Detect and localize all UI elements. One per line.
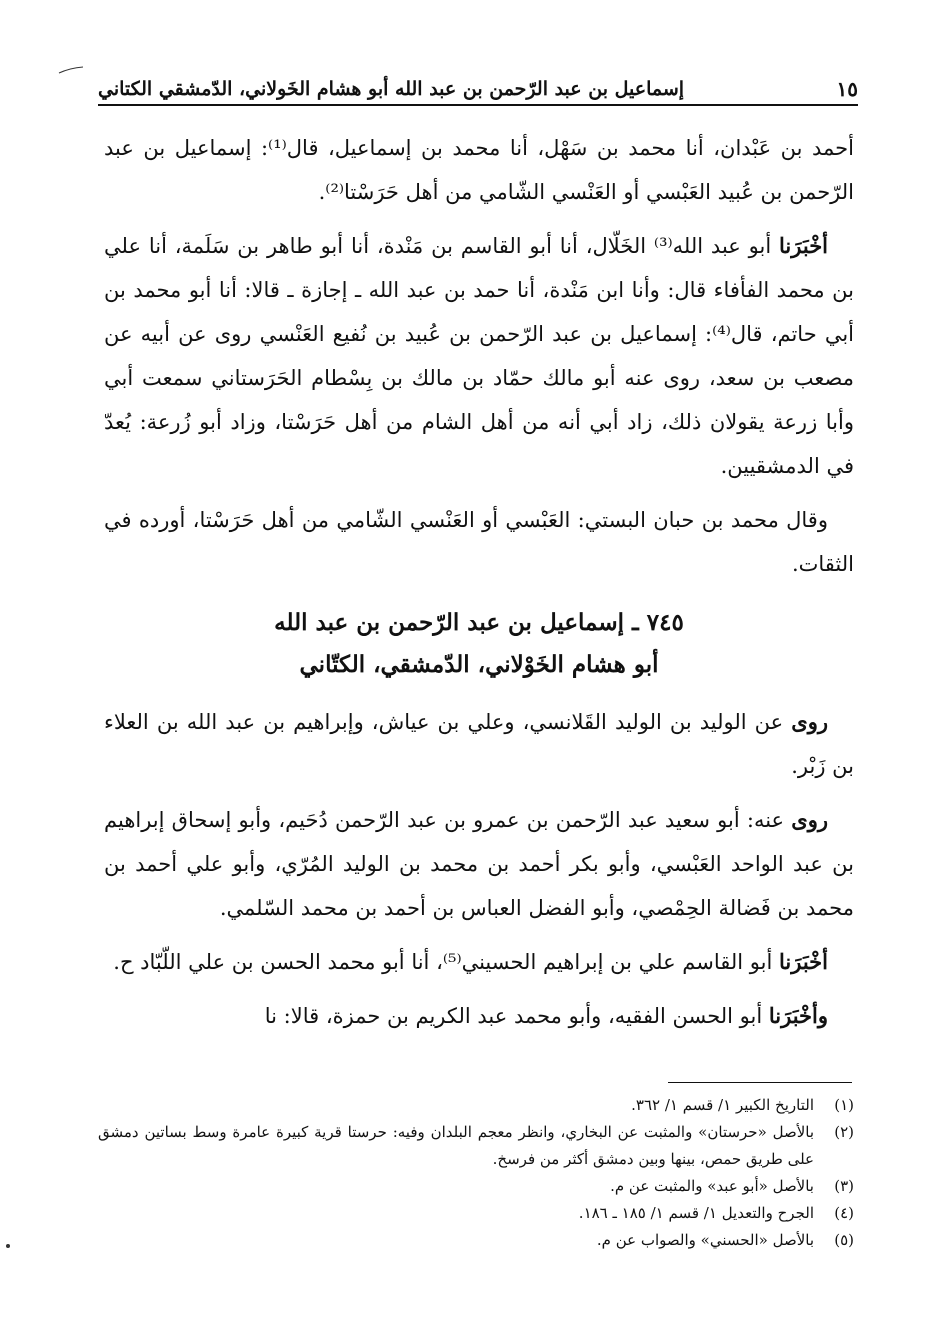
paragraph-2 bbox=[104, 224, 854, 488]
page-header bbox=[98, 64, 858, 102]
footnote-text: بالأصل «الحسني» والصواب عن م. bbox=[596, 1231, 814, 1249]
footnote-text: الجرح والتعديل ١/ قسم ١/ ١٨٥ ـ ١٨٦. bbox=[578, 1204, 814, 1222]
footnote-number: (١) bbox=[834, 1096, 854, 1114]
paragraph-7-text: أبو الحسن الفقيه، وأبو محمد عبد الكريم بن حمزة، قالا: نا bbox=[264, 1004, 769, 1028]
paragraph-1 bbox=[104, 126, 854, 214]
paragraph-2-lead: أخْبَرَنا bbox=[779, 233, 829, 258]
footnote-text: بالأصل «أبو عبد» والمثبت عن م. bbox=[610, 1177, 814, 1195]
paragraph-7-lead: وأخْبَرَنا bbox=[768, 1003, 828, 1028]
footnote-3 bbox=[98, 1173, 854, 1200]
footnote-text: التاريخ الكبير ١/ قسم ١/ ٣٦٢. bbox=[631, 1096, 814, 1114]
paragraph-4-lead: روى bbox=[791, 709, 828, 734]
paragraph-6 bbox=[104, 940, 854, 984]
footnote-number: (٢) bbox=[834, 1123, 854, 1141]
paragraph-5 bbox=[104, 798, 854, 930]
footnote-number: (٣) bbox=[834, 1177, 854, 1195]
entry-heading-line-2: أبو هشام الخَوْلاني، الدّمشقي، الكتّاني bbox=[299, 651, 659, 678]
header-rule bbox=[98, 104, 858, 106]
footnote-2 bbox=[98, 1119, 854, 1173]
paragraph-3 bbox=[104, 498, 854, 586]
footnote-5 bbox=[98, 1227, 854, 1254]
footnote-number: (٤) bbox=[834, 1204, 854, 1222]
paragraph-3-text: وقال محمد بن حبان البستي: العَبْسي أو العَنْسي الشّامي من أهل حَرَسْتا، أورده في الثقات. bbox=[104, 508, 854, 576]
paragraph-6-lead: أخْبَرَنا bbox=[779, 949, 828, 974]
paragraph-5-text: عنه: أبو سعيد عبد الرّحمن بن عمرو بن عبد الرّحمن دُحَيم، وأبو إسحاق إبراهيم بن عبد الواحد العَبْسي، وأبو بكر أحمد بن محمد بن الوليد المُرّي، وأبو علي أحمد بن محمد بن فَضالة الحِمْصي، وأبو الفضل العباس بن أحمد بن محمد السّلمي. bbox=[104, 808, 854, 920]
footnote-4 bbox=[98, 1200, 854, 1227]
footnote-text: بالأصل «حرستان» والمثبت عن البخاري، وانظر معجم البلدان وفيه: حرستا قرية كبيرة عامرة وسط بساتين دمشق على طريق حمص، بينها وبين دمشق أكثر من فرسخ. bbox=[98, 1123, 814, 1168]
scan-speck bbox=[6, 1244, 10, 1248]
footnote-rule bbox=[668, 1082, 852, 1083]
paragraph-4-text: عن الوليد بن الوليد القَلانسي، وعلي بن عياش، وإبراهيم بن عبد الله بن العلاء بن زَبْر. bbox=[104, 710, 854, 778]
paragraph-4 bbox=[104, 700, 854, 788]
entry-heading-line-1: ٧٤٥ ـ إسماعيل بن عبد الرّحمن بن عبد الله bbox=[274, 609, 684, 636]
footnote-1 bbox=[98, 1092, 854, 1119]
paragraph-2-text: أبو عبد الله⁽³⁾ الخَلّال، أنا أبو القاسم بن مَنْدة، أنا أبو طاهر بن سَلَمة، أنا علي بن محمد الفأفاء قال: وأنا ابن مَنْدة، أنا حمد بن عبد الله ـ إجازة ـ قالا: أنا أبو محمد بن أبي حاتم، قال⁽⁴⁾: إسماعيل بن عبد الرّحمن بن عُبيد بن نُفيع العَنْسي روى عن أبيه عن مصعب بن سعد، روى عنه أبو مالك حمّاد بن مالك بن بِسْطام الحَرَستاني سمعت أبي وأبا زرعة يقولان ذلك، زاد أبي أنه من أهل الشام من أهل حَرَسْتا، وزاد أبو زُرعة: يُعدّ في الدمشقيين. bbox=[104, 234, 854, 478]
paragraph-1-text: أحمد بن عَبْدان، أنا محمد بن سَهْل، أنا محمد بن إسماعيل، قال⁽¹⁾: إسماعيل بن عبد الرّحمن بن عُبيد العَبْسي أو العَنْسي الشّامي من أهل حَرَسْتا⁽²⁾. bbox=[104, 136, 854, 204]
margin-pen-mark bbox=[58, 66, 84, 74]
page-number: ١٥ bbox=[836, 77, 858, 101]
main-text bbox=[104, 126, 854, 1048]
entry-heading bbox=[104, 602, 854, 686]
running-title: إسماعيل بن عبد الرّحمن بن عبد الله أبو هشام الخَولاني، الدّمشقي الكتاني bbox=[98, 78, 685, 100]
paragraph-5-lead: روى bbox=[791, 807, 828, 832]
paragraph-6-text: أبو القاسم علي بن إبراهيم الحسيني⁽⁵⁾، أنا أبو محمد الحسن بن علي اللّبّاد ح. bbox=[113, 950, 780, 974]
paragraph-7 bbox=[104, 994, 854, 1038]
footnotes bbox=[98, 1092, 854, 1254]
footnote-number: (٥) bbox=[834, 1231, 854, 1249]
